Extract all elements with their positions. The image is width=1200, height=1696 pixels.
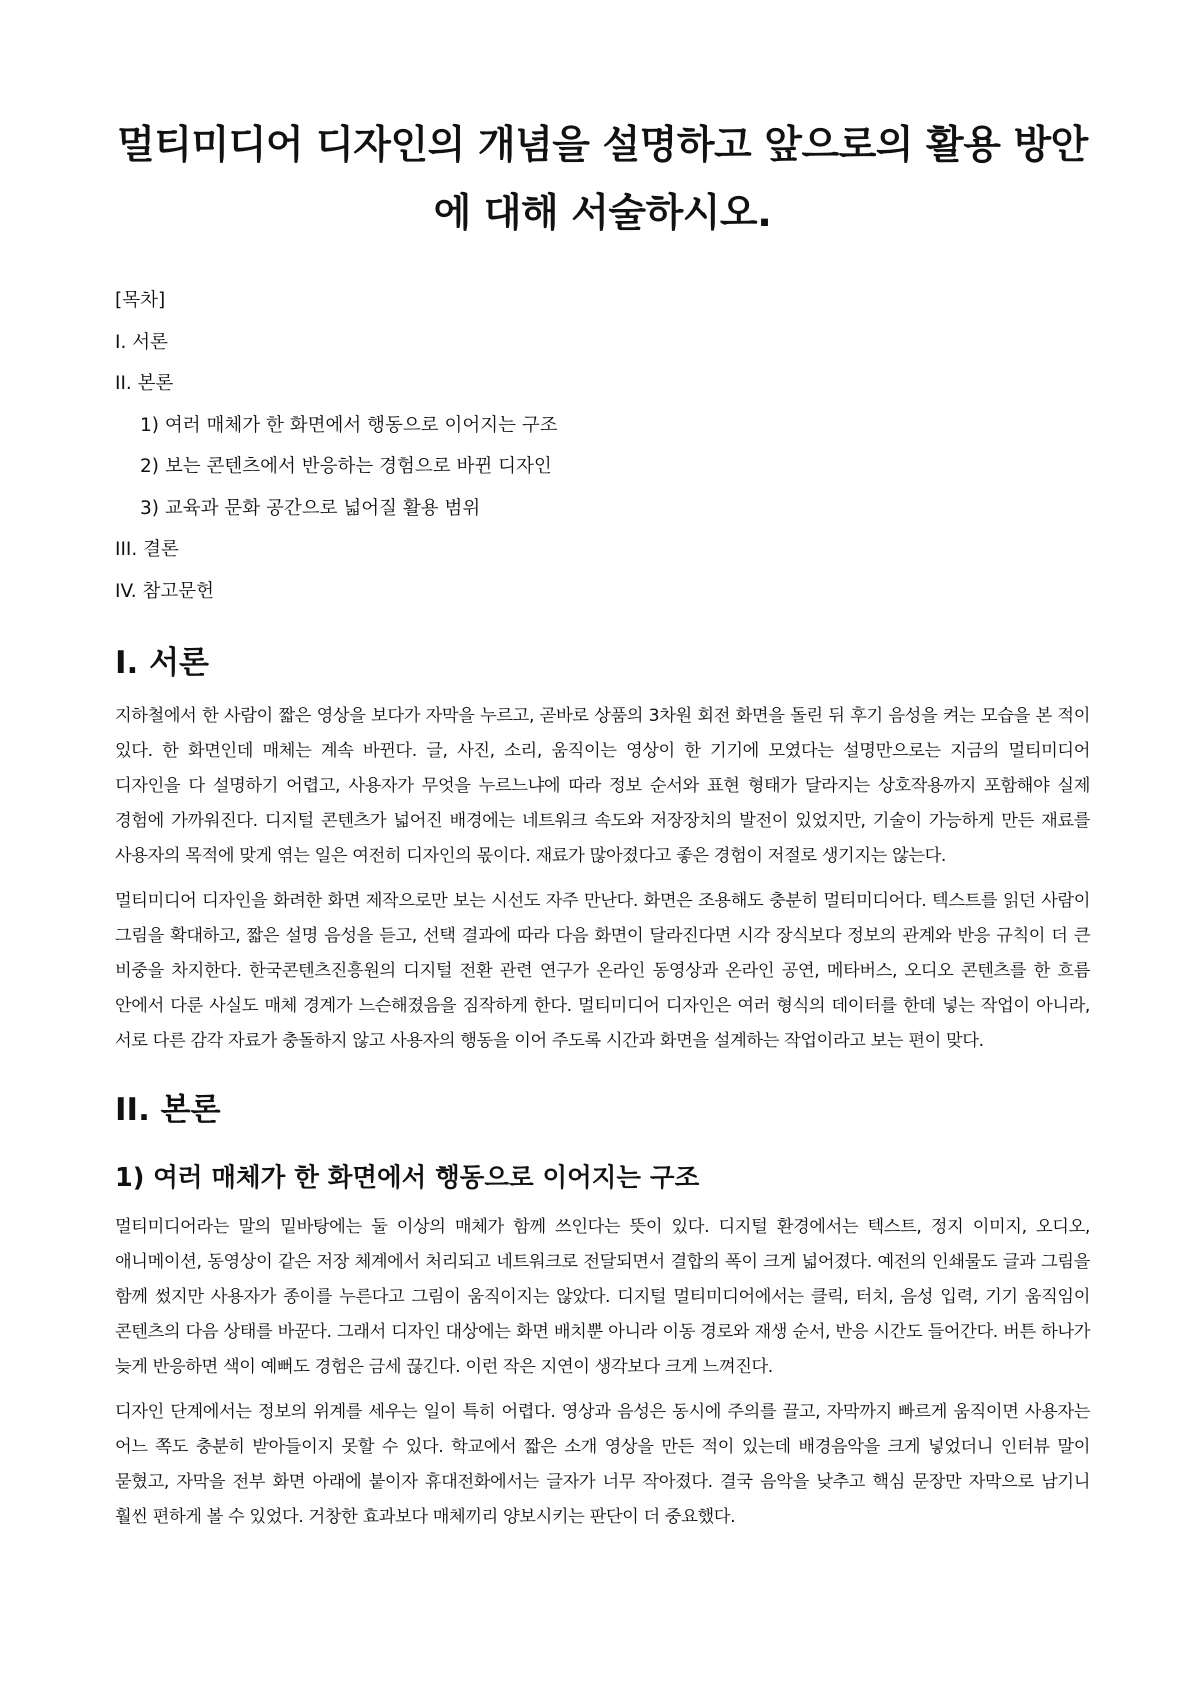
- body-paragraph: 멀티미디어라는 말의 밑바탕에는 둘 이상의 매체가 함께 쓰인다는 뜻이 있다. 디지털 환경에서는 텍스트, 정지 이미지, 오디오, 애니메이션, 동영상이 같은 저장 체계에서 처리되고 네트워크로 전달되면서 결합의 폭이 크게 넓어졌다. 예전의 인쇄물도 글과 그림을 함께 썼지만 사용자가 종이를 누른다고 그림이 움직이지는 않았다. 디지털 멀티미디어에서는 클릭, 터치, 음성 입력, 기기 움직임이 콘텐츠의 다음 상태를 바꾼다. 그래서 디자인 대상에는 화면 배치뿐 아니라 이동 경로와 재생 순서, 반응 시간도 들어간다. 버튼 하나가 늦게 반응하면 색이 예뻐도 경험은 금세 끊긴다. 이런 작은 지연이 생각보다 크게 느껴진다.: [115, 1217, 1090, 1377]
- intro-heading: I. 서론: [115, 645, 209, 681]
- document-title: 멀티미디어 디자인의 개념을 설명하고 앞으로의 활용 방안에 대해 서술하시오.: [117, 123, 1088, 236]
- toc-item-body: II. 본론: [115, 373, 174, 394]
- toc-item-references: IV. 참고문헌: [115, 580, 214, 602]
- body-heading: II. 본론: [115, 1092, 221, 1128]
- toc-heading: [목차]: [115, 290, 166, 311]
- toc-item-body-1: 1) 여러 매체가 한 화면에서 행동으로 이어지는 구조: [140, 414, 558, 436]
- subsection-heading: 1) 여러 매체가 한 화면에서 행동으로 이어지는 구조: [115, 1163, 700, 1193]
- toc-item-intro: I. 서론: [115, 331, 168, 353]
- toc-item-body-3: 3) 교육과 문화 공간으로 넓어질 활용 범위: [140, 497, 481, 519]
- intro-paragraph: 멀티미디어 디자인을 화려한 화면 제작으로만 보는 시선도 자주 만난다. 화면은 조용해도 충분히 멀티미디어다. 텍스트를 읽던 사람이 그림을 확대하고, 짧은 설명 음성을 듣고, 선택 결과에 따라 다음 화면이 달라진다면 시각 장식보다 정보의 관계와 반응 규칙이 더 큰 비중을 차지한다. 한국콘텐츠진흥원의 디지털 전환 관련 연구가 온라인 동영상과 온라인 공연, 메타버스, 오디오 콘텐츠를 한 흐름 안에서 다룬 사실도 매체 경계가 느슨해졌음을 짐작하게 한다. 멀티미디어 디자인은 여러 형식의 데이터를 한데 넣는 작업이 아니라, 서로 다른 감각 자료가 충돌하지 않고 사용자의 행동을 이어 주도록 시간과 화면을 설계하는 작업이라고 보는 편이 맞다.: [115, 891, 1090, 1051]
- intro-paragraph: 지하철에서 한 사람이 짧은 영상을 보다가 자막을 누르고, 곧바로 상품의 3차원 회전 화면을 돌린 뒤 후기 음성을 켜는 모습을 본 적이 있다. 한 화면인데 매체는 계속 바뀐다. 글, 사진, 소리, 움직이는 영상이 한 기기에 모였다는 설명만으로는 지금의 멀티미디어 디자인을 다 설명하기 어렵고, 사용자가 무엇을 누르느냐에 따라 정보 순서와 표현 형태가 달라지는 상호작용까지 포함해야 실제 경험에 가까워진다. 디지털 콘텐츠가 넓어진 배경에는 네트워크 속도와 저장장치의 발전이 있었지만, 기술이 가능하게 만든 재료를 사용자의 목적에 맞게 엮는 일은 여전히 디자인의 몫이다. 재료가 많아졌다고 좋은 경험이 저절로 생기지는 않는다.: [115, 706, 1090, 866]
- table-of-contents: [115, 280, 1090, 612]
- toc-item-body-2: 2) 보는 콘텐츠에서 반응하는 경험으로 바뀐 디자인: [140, 456, 552, 477]
- body-paragraph: 디자인 단계에서는 정보의 위계를 세우는 일이 특히 어렵다. 영상과 음성은 동시에 주의를 끌고, 자막까지 빠르게 움직이면 사용자는 어느 쪽도 충분히 받아들이지 못할 수 있다. 학교에서 짧은 소개 영상을 만든 적이 있는데 배경음악을 크게 넣었더니 인터뷰 말이 묻혔고, 자막을 전부 화면 아래에 붙이자 휴대전화에서는 글자가 너무 작아졌다. 결국 음악을 낮추고 핵심 문장만 자막으로 남기니 훨씬 편하게 볼 수 있었다. 거창한 효과보다 매체끼리 양보시키는 판단이 더 중요했다.: [115, 1402, 1090, 1527]
- toc-item-conclusion: III. 결론: [115, 539, 179, 560]
